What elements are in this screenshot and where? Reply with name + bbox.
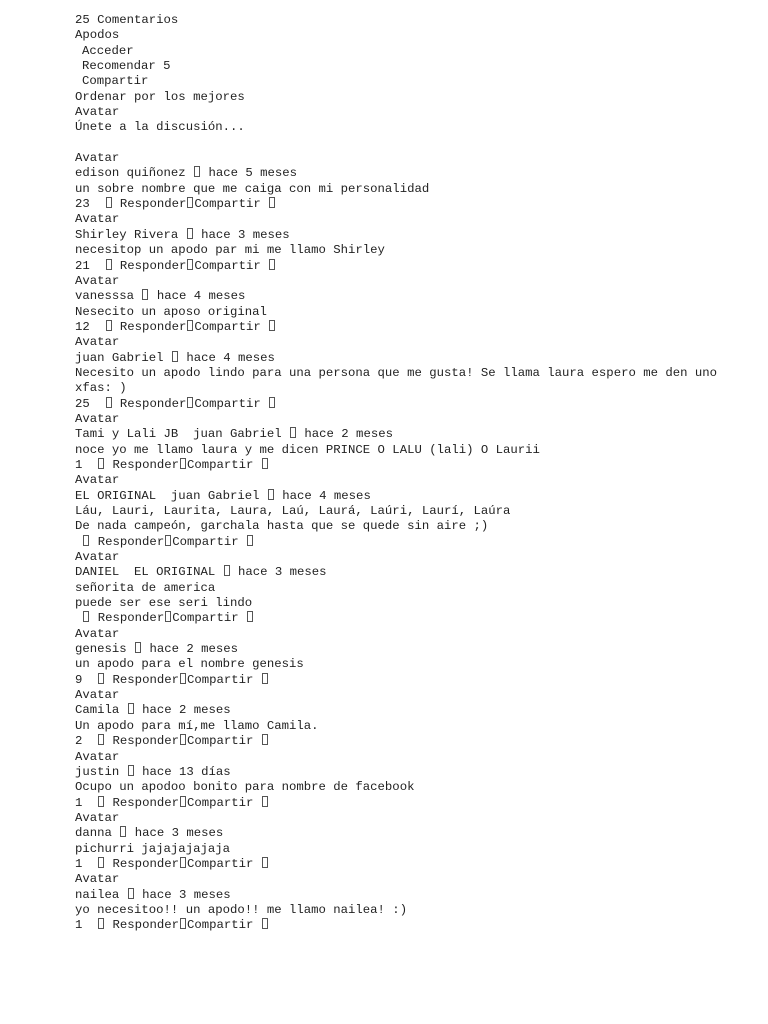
- comment-header: [75, 228, 755, 243]
- separator-icon: [187, 397, 193, 408]
- share-comment-button[interactable]: Compartir: [186, 795, 254, 810]
- comment-time[interactable]: hace 13 días: [142, 764, 231, 779]
- share-icon[interactable]: [269, 320, 275, 331]
- comments-page: [75, 13, 755, 934]
- upvote-icon[interactable]: [83, 535, 89, 546]
- reply-button[interactable]: Responder: [112, 795, 179, 810]
- comment-actions: [75, 397, 755, 412]
- upvote-icon[interactable]: [106, 259, 112, 270]
- comment-text: puede ser ese seri lindo: [75, 596, 253, 611]
- comment-header: [75, 489, 755, 504]
- upvote-icon[interactable]: [106, 320, 112, 331]
- comment-author[interactable]: nailea: [75, 887, 120, 902]
- share-icon[interactable]: [262, 918, 268, 929]
- share-icon[interactable]: [269, 259, 275, 270]
- share-comment-button[interactable]: Compartir: [194, 319, 261, 334]
- upvote-icon[interactable]: [98, 458, 104, 469]
- separator-icon: [180, 673, 186, 684]
- comment-actions: [75, 796, 755, 811]
- comment-text: un sobre nombre que me caiga con mi personalidad: [75, 181, 430, 196]
- reply-button[interactable]: Responder: [112, 457, 179, 472]
- bullet-icon: [172, 351, 178, 362]
- comment-time[interactable]: hace 5 meses: [208, 166, 298, 181]
- comment-text: un apodo para el nombre genesis: [75, 657, 304, 672]
- bullet-icon: [128, 765, 134, 776]
- avatar: Avatar: [75, 810, 120, 825]
- comment-header: [75, 351, 755, 366]
- share-icon[interactable]: [269, 197, 275, 208]
- comment-text: De nada campeón, garchala hasta que se quede sin aire ;): [75, 519, 489, 534]
- vote-count: 2: [75, 734, 83, 749]
- share-comment-button[interactable]: Compartir: [186, 734, 254, 749]
- share-button[interactable]: Compartir: [82, 74, 149, 89]
- avatar: Avatar: [75, 411, 120, 426]
- bullet-icon: [187, 228, 193, 239]
- comment-actions: [75, 673, 755, 688]
- separator-icon: [180, 918, 186, 929]
- upvote-icon[interactable]: [106, 397, 112, 408]
- comment-author[interactable]: Camila: [75, 703, 120, 718]
- upvote-icon[interactable]: [98, 734, 104, 745]
- bullet-icon: [224, 565, 230, 576]
- comment-author[interactable]: justin: [75, 764, 120, 779]
- join-discussion-input[interactable]: Únete a la discusión...: [75, 120, 245, 135]
- avatar: Avatar: [75, 550, 120, 565]
- comment-item: [75, 750, 755, 811]
- bullet-icon: [128, 703, 134, 714]
- bullet-icon: [135, 642, 141, 653]
- sort-dropdown[interactable]: Ordenar por los mejores: [75, 89, 245, 104]
- vote-count: 9: [75, 672, 83, 687]
- share-icon[interactable]: [262, 796, 268, 807]
- vote-count: 21: [75, 258, 90, 273]
- share-comment-button[interactable]: Compartir: [186, 457, 254, 472]
- comment-item: [75, 473, 755, 550]
- recommend-button[interactable]: Recomendar 5: [82, 59, 171, 74]
- share-comment-button[interactable]: Compartir: [186, 672, 254, 687]
- share-comment-button[interactable]: Compartir: [194, 396, 261, 411]
- reply-button[interactable]: Responder: [112, 856, 179, 871]
- comment-actions: [75, 734, 755, 749]
- share-icon[interactable]: [262, 734, 268, 745]
- share-comment-button[interactable]: Compartir: [186, 918, 254, 933]
- comment-count: 25 Comentarios: [75, 13, 179, 27]
- reply-button[interactable]: Responder: [119, 258, 187, 273]
- comment-author[interactable]: Tami y Lali JB juan Gabriel: [75, 427, 282, 442]
- vote-count: 1: [75, 918, 83, 933]
- share-icon[interactable]: [269, 397, 275, 408]
- reply-button[interactable]: Responder: [97, 534, 165, 549]
- avatar: Avatar: [75, 749, 120, 764]
- reply-button[interactable]: Responder: [112, 734, 179, 749]
- vote-count: 12: [75, 319, 90, 334]
- comment-time[interactable]: hace 3 meses: [201, 227, 290, 242]
- share-comment-button[interactable]: Compartir: [194, 258, 261, 273]
- comment-header: [75, 765, 755, 780]
- comment-author[interactable]: danna: [75, 826, 112, 841]
- comment-author[interactable]: DANIEL EL ORIGINAL: [75, 565, 216, 580]
- site-name[interactable]: Apodos: [75, 28, 120, 43]
- comment-actions: [75, 535, 755, 550]
- comment-list: [75, 151, 755, 934]
- comment-actions: [75, 611, 755, 626]
- comment-actions: [75, 857, 755, 872]
- upvote-icon[interactable]: [83, 611, 89, 622]
- comment-text: Láu, Lauri, Laurita, Laura, Laú, Laurá, Laúri, Laurí, Laúra: [75, 504, 511, 518]
- comment-author[interactable]: Shirley Rivera: [75, 227, 179, 242]
- comment-item: [75, 872, 755, 933]
- reply-button[interactable]: Responder: [97, 611, 165, 626]
- login-link[interactable]: Acceder: [82, 43, 134, 58]
- comment-header: [75, 888, 755, 903]
- share-comment-button[interactable]: Compartir: [172, 611, 239, 626]
- avatar: Avatar: [75, 151, 120, 166]
- comment-author[interactable]: juan Gabriel: [75, 350, 164, 365]
- bullet-icon: [142, 289, 148, 300]
- share-comment-button[interactable]: Compartir: [186, 856, 254, 871]
- share-icon[interactable]: [247, 535, 253, 546]
- comment-actions: [75, 458, 755, 473]
- comment-time[interactable]: hace 4 meses: [156, 289, 246, 304]
- comment-time[interactable]: hace 2 meses: [304, 427, 393, 442]
- comment-item: [75, 550, 755, 627]
- bullet-icon: [268, 489, 274, 500]
- comment-actions: [75, 197, 755, 212]
- comment-author[interactable]: genesis: [75, 642, 127, 657]
- comment-item: [75, 412, 755, 473]
- upvote-icon[interactable]: [98, 857, 104, 868]
- avatar: Avatar: [75, 688, 120, 703]
- comment-text: Ocupo un apodoo bonito para nombre de facebook: [75, 780, 415, 795]
- reply-button[interactable]: Responder: [119, 197, 187, 212]
- upvote-icon[interactable]: [98, 673, 104, 684]
- separator-icon: [187, 197, 193, 208]
- separator-icon: [165, 611, 171, 622]
- comment-text: Necesito un apodo lindo para una persona que me gusta! Se llama laura espero me den uno xfas: ): [75, 365, 718, 396]
- separator-icon: [180, 796, 186, 807]
- comment-header: [75, 565, 755, 580]
- comment-text: yo necesitoo!! un apodo!! me llamo nailea! :): [75, 902, 408, 917]
- comment-text: Nesecito un aposo original: [75, 304, 267, 319]
- bullet-icon: [290, 427, 296, 438]
- comment-text: Un apodo para mí,me llamo Camila.: [75, 718, 319, 733]
- upvote-icon[interactable]: [98, 796, 104, 807]
- avatar: Avatar: [75, 273, 120, 288]
- comment-header: [75, 289, 755, 304]
- bullet-icon: [120, 826, 126, 837]
- separator-icon: [165, 535, 171, 546]
- share-comment-button[interactable]: Compartir: [172, 534, 239, 549]
- avatar: Avatar: [75, 212, 120, 227]
- comment-time[interactable]: hace 3 meses: [142, 887, 231, 902]
- comment-header: [75, 427, 755, 442]
- separator-icon: [180, 857, 186, 868]
- avatar: Avatar: [75, 105, 120, 120]
- comment-time[interactable]: hace 3 meses: [134, 826, 224, 841]
- avatar: Avatar: [75, 473, 120, 488]
- comment-item: [75, 212, 755, 273]
- comment-author[interactable]: vanesssa: [75, 289, 135, 304]
- separator-icon: [187, 320, 193, 331]
- separator-icon: [180, 458, 186, 469]
- comment-text: noce yo me llamo laura y me dicen PRINCE O LALU (lali) O Laurii: [75, 442, 540, 457]
- comment-text: pichurri jajajajajaja: [75, 841, 230, 856]
- bullet-icon: [128, 888, 134, 899]
- upvote-icon[interactable]: [106, 197, 112, 208]
- vote-count: 1: [75, 795, 83, 810]
- comment-time[interactable]: hace 2 meses: [142, 703, 231, 718]
- comment-actions: [75, 918, 755, 933]
- comment-item: [75, 811, 755, 872]
- separator-icon: [180, 734, 186, 745]
- comment-time[interactable]: hace 4 meses: [186, 350, 275, 365]
- reply-button[interactable]: Responder: [112, 918, 179, 933]
- separator-icon: [187, 259, 193, 270]
- share-comment-button[interactable]: Compartir: [194, 197, 261, 212]
- comment-item: [75, 335, 755, 412]
- share-icon[interactable]: [262, 673, 268, 684]
- share-icon[interactable]: [262, 857, 268, 868]
- comment-item: [75, 151, 755, 212]
- comment-header: [75, 166, 755, 181]
- vote-count: 1: [75, 457, 83, 472]
- vote-count: 1: [75, 856, 83, 871]
- comment-author[interactable]: EL ORIGINAL juan Gabriel: [75, 488, 260, 503]
- reply-button[interactable]: Responder: [119, 319, 187, 334]
- comment-item: [75, 274, 755, 335]
- reply-button[interactable]: Responder: [112, 672, 179, 687]
- spacer: [75, 136, 755, 151]
- comment-time[interactable]: hace 4 meses: [282, 488, 371, 503]
- reply-button[interactable]: Responder: [119, 396, 187, 411]
- comment-header: [75, 642, 755, 657]
- comment-actions: [75, 320, 755, 335]
- comment-header: [75, 826, 755, 841]
- vote-count: 25: [75, 396, 90, 411]
- upvote-icon[interactable]: [98, 918, 104, 929]
- comment-text: señorita de america: [75, 580, 216, 595]
- comment-item: [75, 688, 755, 749]
- comment-time[interactable]: hace 2 meses: [149, 642, 238, 657]
- bullet-icon: [194, 166, 200, 177]
- comment-text: necesitop un apodo par mi me llamo Shirley: [75, 243, 385, 258]
- vote-count: 23: [75, 197, 90, 212]
- comment-header: [75, 703, 755, 718]
- share-icon[interactable]: [262, 458, 268, 469]
- avatar: Avatar: [75, 626, 120, 641]
- avatar: Avatar: [75, 335, 120, 350]
- comment-actions: [75, 259, 755, 274]
- share-icon[interactable]: [247, 611, 253, 622]
- comment-time[interactable]: hace 3 meses: [238, 565, 327, 580]
- comment-author[interactable]: edison quiñonez: [75, 166, 186, 181]
- comment-item: [75, 627, 755, 688]
- avatar: Avatar: [75, 872, 120, 887]
